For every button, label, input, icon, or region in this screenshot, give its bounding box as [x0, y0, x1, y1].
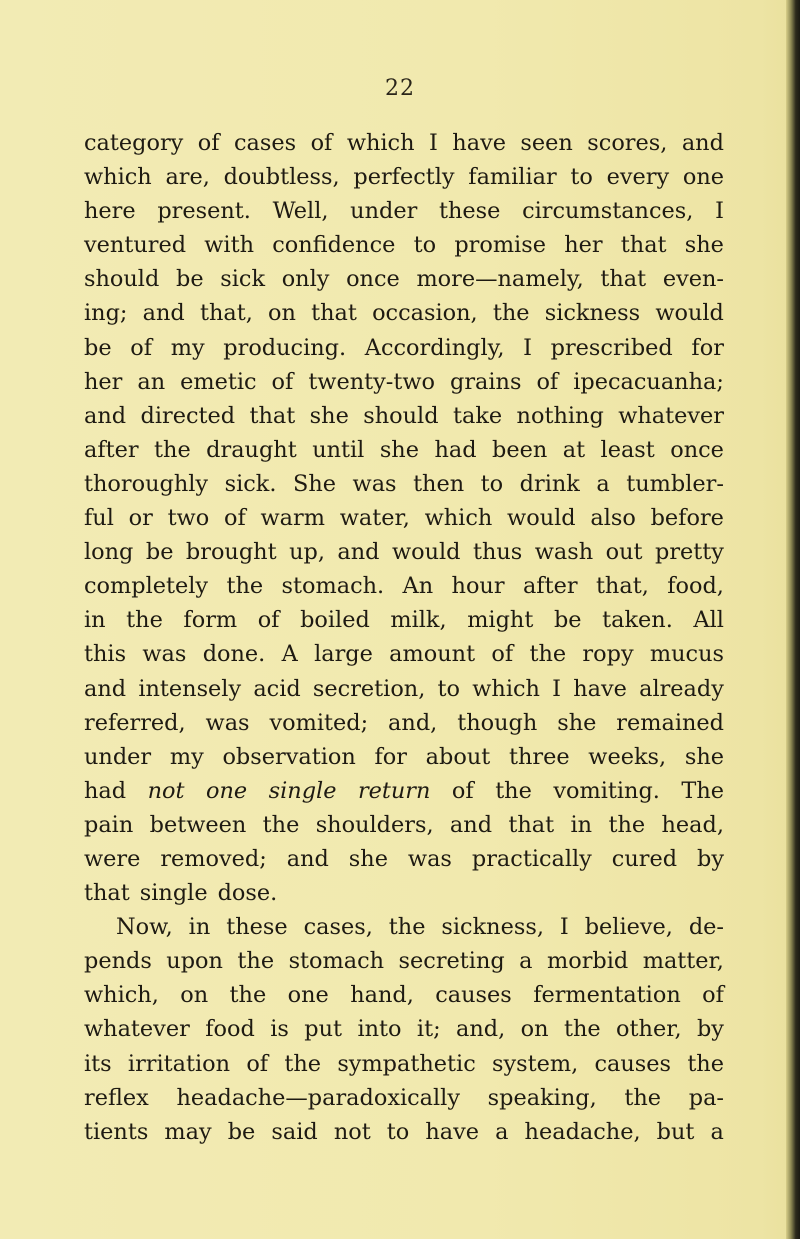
word: large — [314, 641, 373, 668]
word: its — [84, 1050, 112, 1077]
word: have — [452, 130, 506, 156]
text-line — [84, 944, 724, 978]
word: mucus — [649, 641, 724, 668]
text-line — [84, 535, 724, 569]
word: more—namely, — [416, 266, 584, 293]
text-line — [84, 603, 724, 637]
word: whatever — [618, 402, 724, 429]
word: confidence — [272, 232, 396, 259]
word: causes — [435, 982, 512, 1009]
word: pretty — [655, 539, 724, 566]
word: vomiting. — [553, 777, 660, 804]
word: the — [687, 1050, 724, 1077]
word: until — [312, 436, 365, 463]
word: and — [84, 402, 127, 429]
text-line — [84, 160, 724, 194]
word: A — [281, 641, 298, 668]
word: once — [346, 266, 400, 293]
word: be — [553, 607, 582, 634]
word: that, — [199, 300, 253, 327]
word: secretion, — [312, 675, 426, 702]
word: and, — [456, 1016, 506, 1043]
word: drink — [519, 470, 580, 497]
word: with — [204, 232, 254, 259]
word: tients — [84, 1118, 149, 1145]
word: of — [197, 130, 220, 156]
word: single — [139, 880, 208, 907]
text-line — [84, 467, 724, 501]
word: which — [472, 675, 540, 702]
word: not — [147, 777, 185, 804]
word: she — [684, 743, 724, 770]
word: brought — [185, 539, 277, 566]
word: wash — [534, 539, 594, 566]
word: The — [681, 777, 724, 804]
page-number: 22 — [385, 76, 415, 101]
word: the — [608, 811, 646, 838]
word: thoroughly — [84, 470, 209, 497]
word: speaking, — [487, 1084, 597, 1111]
word: was — [407, 845, 452, 872]
word: that — [249, 402, 296, 429]
word: one — [682, 164, 724, 191]
word: prescribed — [550, 334, 673, 361]
text-line — [84, 194, 724, 228]
word: cured — [611, 845, 678, 872]
word: dose. — [217, 880, 278, 907]
word: secreting — [398, 948, 505, 975]
word: hand, — [350, 982, 414, 1009]
word: had — [84, 777, 127, 804]
word: the — [388, 914, 426, 941]
word: I — [428, 130, 438, 156]
word: would — [507, 505, 576, 532]
word: are, — [165, 164, 210, 191]
word: put — [304, 1016, 343, 1043]
word: a — [495, 1118, 509, 1145]
word: a — [710, 1118, 724, 1145]
word: to — [480, 470, 504, 497]
word: nothing — [516, 402, 604, 429]
word: of — [271, 368, 294, 395]
word: scores, — [587, 130, 668, 156]
word: completely — [84, 573, 209, 600]
word: promise — [454, 232, 546, 259]
word: Well, — [272, 198, 329, 225]
word: headache—paradoxically — [176, 1084, 460, 1111]
word: she — [379, 436, 419, 463]
word: before — [650, 505, 724, 532]
word: observation — [222, 743, 356, 770]
word: Accordingly, — [364, 334, 505, 361]
word: ipecacuanha; — [573, 368, 724, 395]
word: doubtless, — [223, 164, 340, 191]
word: between — [149, 811, 247, 838]
text-line — [84, 978, 724, 1012]
word: two — [167, 505, 210, 532]
word: in — [570, 811, 593, 838]
word: after — [522, 573, 578, 600]
word: on — [520, 1016, 549, 1043]
word: grains — [450, 368, 522, 395]
word: under — [350, 198, 418, 225]
word: the — [126, 607, 163, 634]
word: ful — [84, 505, 114, 532]
word: would — [391, 539, 461, 566]
word: up, — [289, 539, 325, 566]
text-line — [84, 1081, 724, 1115]
word: present. — [157, 198, 251, 225]
word: on — [180, 982, 209, 1009]
text-line — [84, 1012, 724, 1046]
word: by — [696, 1016, 724, 1043]
word: the — [529, 641, 567, 668]
word: that — [311, 300, 357, 327]
word: even- — [662, 266, 724, 293]
word: should — [363, 402, 439, 429]
word: the — [226, 573, 264, 600]
word: out — [605, 539, 643, 566]
word: that — [600, 266, 647, 293]
word: cases — [234, 130, 297, 156]
text-line — [84, 365, 724, 399]
word: the — [262, 811, 300, 838]
word: after — [84, 436, 139, 463]
word: matter, — [642, 948, 724, 975]
word: done. — [202, 641, 266, 668]
word: boiled — [300, 607, 370, 634]
word: were — [84, 845, 141, 872]
text-line — [84, 842, 724, 876]
word: I — [523, 334, 532, 361]
word: might — [467, 607, 534, 634]
word: other, — [616, 1016, 682, 1043]
word: emetic — [180, 368, 257, 395]
word: upon — [166, 948, 223, 975]
word: every — [606, 164, 670, 191]
word: perfectly — [353, 164, 455, 191]
word: stomach. — [281, 573, 385, 600]
text-line — [84, 126, 724, 160]
word: of — [491, 641, 514, 668]
word: I — [552, 675, 562, 702]
word: removed; — [160, 845, 267, 872]
word: sympathetic — [337, 1050, 476, 1077]
text-line — [84, 296, 724, 330]
word: that — [84, 880, 130, 907]
word: the — [237, 948, 275, 975]
word: stomach — [288, 948, 385, 975]
word: which — [84, 164, 152, 191]
text-line — [84, 433, 724, 467]
text-line — [84, 740, 724, 774]
word: of — [451, 777, 474, 804]
word: sickness, — [441, 914, 544, 941]
word: cases, — [303, 914, 373, 941]
word: be — [145, 539, 174, 566]
word: in — [188, 914, 211, 941]
word: believe, — [584, 914, 673, 941]
word: single — [268, 777, 337, 804]
word: she — [684, 232, 724, 259]
word: headache, — [524, 1118, 641, 1145]
word: already — [639, 675, 724, 702]
word: warm — [260, 505, 325, 532]
word: shoulders, — [315, 811, 434, 838]
word: sickness — [544, 300, 641, 327]
word: also — [590, 505, 636, 532]
word: the — [495, 777, 532, 804]
word: tumbler- — [626, 470, 724, 497]
word: draught — [206, 436, 297, 463]
word: about — [425, 743, 491, 770]
word: pa- — [688, 1084, 724, 1111]
word: was — [352, 470, 397, 497]
body-text — [84, 126, 724, 1149]
word: She — [293, 470, 337, 497]
text-line — [84, 876, 724, 910]
word: acid — [253, 675, 301, 702]
word: to — [437, 675, 461, 702]
word: here — [84, 198, 136, 225]
word: taken. — [602, 607, 673, 634]
word: pends — [84, 948, 152, 975]
word: irritation — [127, 1050, 231, 1077]
word: directed — [140, 402, 236, 429]
text-line — [84, 774, 724, 808]
word: milk, — [390, 607, 447, 634]
word: once — [670, 436, 724, 463]
word: category — [84, 130, 184, 156]
word: which, — [84, 982, 159, 1009]
word: which — [346, 130, 415, 156]
word: and — [681, 130, 724, 156]
word: I — [559, 914, 569, 941]
word: weeks, — [588, 743, 667, 770]
word: thus — [472, 539, 523, 566]
word: at — [562, 436, 586, 463]
word: intensely — [138, 675, 242, 702]
word: she — [557, 709, 597, 736]
word: return — [357, 777, 431, 804]
word: that — [620, 232, 667, 259]
word: reflex — [84, 1084, 149, 1111]
word: that, — [595, 573, 649, 600]
word: she — [309, 402, 349, 429]
word: familiar — [468, 164, 557, 191]
word: of — [536, 368, 559, 395]
word: is — [270, 1016, 289, 1043]
word: circumstances, — [522, 198, 694, 225]
word: occasion, — [372, 300, 478, 327]
word: not — [333, 1118, 371, 1145]
word: of — [257, 607, 280, 634]
word: though — [457, 709, 538, 736]
word: and — [337, 539, 380, 566]
text-line — [84, 331, 724, 365]
text-line — [84, 262, 724, 296]
word: pain — [84, 811, 134, 838]
word: the — [563, 1016, 601, 1043]
word: remained — [616, 709, 724, 736]
word: fermentation — [533, 982, 681, 1009]
word: of — [702, 982, 724, 1009]
word: by — [697, 845, 724, 872]
word: ventured — [84, 232, 187, 259]
word: food, — [667, 573, 724, 600]
word: and — [84, 675, 127, 702]
text-line — [84, 1115, 724, 1149]
word: my — [170, 334, 205, 361]
word: for — [691, 334, 724, 361]
text-line — [84, 637, 724, 671]
word: into — [357, 1016, 402, 1043]
word: the — [284, 1050, 322, 1077]
word: was — [205, 709, 250, 736]
word: that — [508, 811, 555, 838]
word: ing; — [84, 300, 128, 327]
text-line — [84, 1047, 724, 1081]
word: An — [402, 573, 434, 600]
word: this — [84, 641, 127, 668]
text-line — [84, 399, 724, 433]
word: water, — [339, 505, 410, 532]
word: her — [84, 368, 123, 395]
word: a — [519, 948, 533, 975]
word: whatever — [84, 1016, 190, 1043]
word: long — [84, 539, 134, 566]
word: only — [281, 266, 330, 293]
word: food — [205, 1016, 255, 1043]
word: one — [287, 982, 329, 1009]
word: for — [374, 743, 407, 770]
word: the — [624, 1084, 662, 1111]
word: and — [286, 845, 329, 872]
word: Now, — [116, 914, 173, 941]
word: of — [223, 505, 246, 532]
word: be — [227, 1118, 256, 1145]
word: the — [229, 982, 267, 1009]
word: amount — [389, 641, 476, 668]
word: have — [425, 1118, 480, 1145]
word: it; — [416, 1016, 441, 1043]
word: producing. — [223, 334, 347, 361]
word: but — [656, 1118, 695, 1145]
word: and — [449, 811, 493, 838]
word: All — [693, 607, 724, 634]
word: least — [600, 436, 655, 463]
text-line — [84, 706, 724, 740]
word: head, — [661, 811, 724, 838]
word: of — [246, 1050, 269, 1077]
word: system, — [492, 1050, 579, 1077]
word: one — [205, 777, 248, 804]
word: these — [439, 198, 501, 225]
word: should — [84, 266, 160, 293]
word: and — [142, 300, 185, 327]
word: referred, — [84, 709, 186, 736]
word: her — [564, 232, 603, 259]
word: practically — [471, 845, 592, 872]
word: form — [183, 607, 238, 634]
word: have — [573, 675, 627, 702]
word: morbid — [547, 948, 629, 975]
word: ropy — [582, 641, 634, 668]
paragraph-start-line — [84, 910, 724, 944]
word: to — [386, 1118, 410, 1145]
text-line — [84, 569, 724, 603]
word: be — [84, 334, 112, 361]
word: was — [142, 641, 187, 668]
word: of — [130, 334, 153, 361]
word: seen — [520, 130, 573, 156]
word: the — [492, 300, 530, 327]
word: twenty-two — [308, 368, 436, 395]
text-line — [84, 672, 724, 706]
word: to — [570, 164, 593, 191]
word: then — [413, 470, 465, 497]
word: hour — [451, 573, 505, 600]
word: be — [175, 266, 204, 293]
book-spine-edge — [786, 0, 800, 1239]
text-line — [84, 228, 724, 262]
word: which — [424, 505, 493, 532]
word: these — [226, 914, 288, 941]
word: causes — [594, 1050, 672, 1077]
word: would — [655, 300, 724, 327]
word: sick — [220, 266, 266, 293]
word: of — [310, 130, 333, 156]
word: take — [452, 402, 503, 429]
word: I — [715, 198, 724, 225]
word: said — [271, 1118, 318, 1145]
word: or — [128, 505, 153, 532]
word: under — [84, 743, 152, 770]
text-line — [84, 501, 724, 535]
word: to — [413, 232, 437, 259]
word: in — [84, 607, 106, 634]
word: and, — [388, 709, 438, 736]
word: de- — [688, 914, 724, 941]
word: vomited; — [269, 709, 369, 736]
word: an — [137, 368, 166, 395]
word: sick. — [224, 470, 277, 497]
word: three — [508, 743, 570, 770]
word: on — [268, 300, 296, 327]
word: been — [492, 436, 548, 463]
word: she — [348, 845, 388, 872]
word: the — [154, 436, 191, 463]
text-line — [84, 808, 724, 842]
word: my — [169, 743, 204, 770]
word: had — [434, 436, 477, 463]
word: may — [164, 1118, 212, 1145]
word: a — [596, 470, 610, 497]
